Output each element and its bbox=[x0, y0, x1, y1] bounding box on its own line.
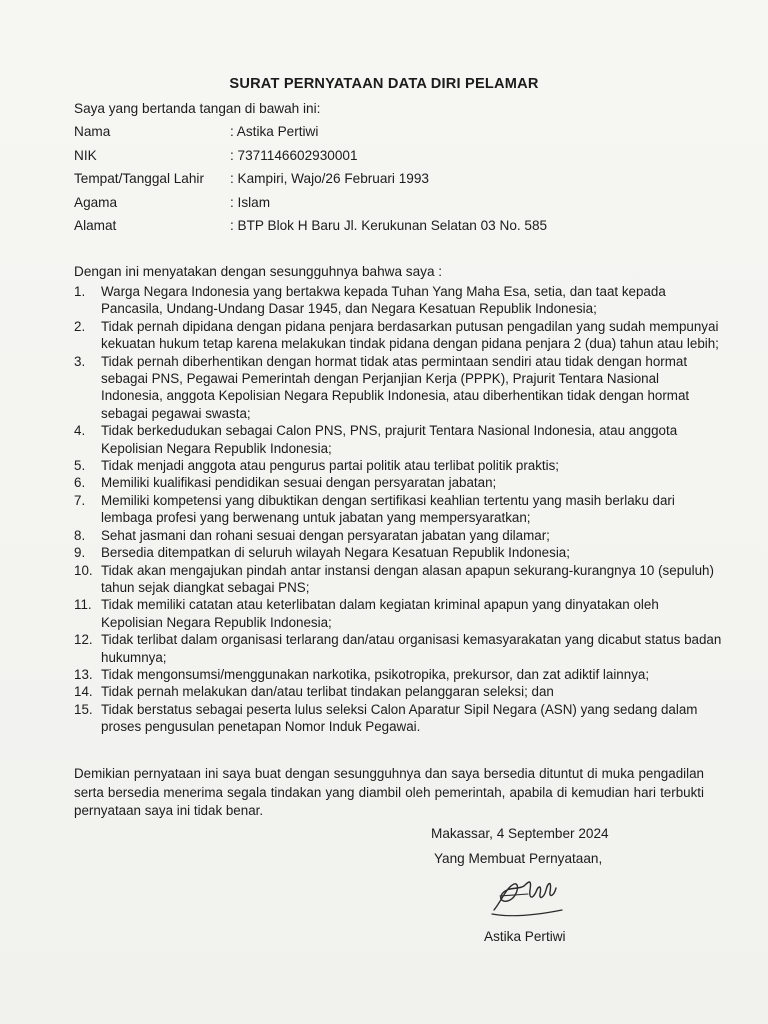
item-number: 1. bbox=[74, 284, 86, 299]
list-item bbox=[74, 422, 724, 457]
identity-row-name bbox=[74, 124, 547, 148]
item-number: 7. bbox=[74, 492, 86, 508]
item-text: Tidak akan mengajukan pindah antar instansi dengan alasan apapun sekurang-kurangnya 10 (sepuluh) tahun sejak diangkat sebagai PNS; bbox=[101, 562, 714, 595]
identity-table bbox=[74, 124, 547, 242]
list-item bbox=[74, 492, 724, 527]
field-label: Agama bbox=[74, 194, 118, 210]
item-number: 12. bbox=[74, 632, 93, 648]
field-label: Tempat/Tanggal Lahir bbox=[74, 171, 204, 186]
item-number: 13. bbox=[74, 666, 93, 682]
item-number: 4. bbox=[74, 423, 86, 439]
item-text: Tidak menjadi anggota atau pengurus partai politik atau terlibat politik praktis; bbox=[101, 458, 560, 474]
item-number: 9. bbox=[74, 545, 86, 561]
list-item bbox=[74, 318, 724, 353]
item-text: Bersedia ditempatkan di seluruh wilayah Negara Kesatuan Republik Indonesia; bbox=[101, 545, 570, 561]
signature-icon bbox=[488, 870, 568, 920]
field-value: : Kampiri, Wajo/26 Februari 1993 bbox=[230, 171, 429, 186]
item-number: 11. bbox=[74, 597, 92, 613]
item-text: Tidak pernah melakukan dan/atau terlibat tindakan pelanggaran seleksi; dan bbox=[101, 684, 554, 700]
identity-row-address bbox=[74, 218, 547, 242]
signer-name: Astika Pertiwi bbox=[484, 929, 566, 944]
identity-row-religion bbox=[74, 195, 547, 219]
list-item bbox=[74, 666, 724, 683]
item-text: Tidak mengonsumsi/menggunakan narkotika, psikotropika, prekursor, dan zat adiktif lainnya; bbox=[101, 666, 650, 682]
closing-paragraph: Demikian pernyataan ini saya buat dengan sesungguhnya dan saya bersedia dituntut di muka pengadilan serta bersedia menerima segala tindakan yang diambil oleh pemerintah, apabila di kemudian hari terbukti pernyataan saya ini tidak benar. bbox=[74, 766, 704, 819]
item-text: Sehat jasmani dan rohani sesuai dengan persyaratan jabatan yang dilamar; bbox=[101, 527, 550, 543]
list-item bbox=[74, 527, 724, 544]
document-title: SURAT PERNYATAAN DATA DIRI PELAMAR bbox=[229, 76, 539, 92]
item-text: Tidak berkedudukan sebagai Calon PNS, PNS, prajurit Tentara Nasional Indonesia, atau anggota Kepolisian Negara Republik Indonesia; bbox=[101, 423, 678, 456]
item-text: Tidak berstatus sebagai peserta lulus seleksi Calon Aparatur Sipil Negara (ASN) yang sedang dalam proses pengusulan penetapan Nomor Induk Pegawai. bbox=[101, 701, 698, 735]
item-text: Tidak terlibat dalam organisasi terlarang dan/atau organisasi kemasyarakatan yang dicabut status badan hukumnya; bbox=[101, 632, 722, 665]
item-number: 5. bbox=[74, 458, 86, 474]
item-number: 2. bbox=[74, 318, 86, 334]
statement-list bbox=[74, 283, 724, 736]
identity-row-birth bbox=[74, 171, 547, 195]
field-value: : 7371146602930001 bbox=[230, 147, 358, 163]
field-label: NIK bbox=[74, 147, 97, 163]
list-item bbox=[74, 683, 724, 700]
list-item bbox=[74, 596, 724, 631]
statement-intro: Dengan ini menyatakan dengan sesungguhnya bahwa saya : bbox=[74, 264, 443, 279]
field-label: Nama bbox=[74, 124, 111, 139]
list-item bbox=[74, 701, 724, 736]
list-item bbox=[74, 562, 724, 597]
list-item bbox=[74, 544, 724, 561]
item-number: 10. bbox=[74, 562, 93, 578]
list-item bbox=[74, 457, 724, 474]
item-number: 3. bbox=[74, 353, 86, 369]
item-text: Memiliki kualifikasi pendidikan sesuai dengan persyaratan jabatan; bbox=[101, 475, 497, 491]
item-text: Memiliki kompetensi yang dibuktikan dengan sertifikasi keahlian tertentu yang masih berlaku dari lembaga profesi yang berwenang untuk jabatan yang mempersyaratkan; bbox=[101, 492, 675, 526]
list-item bbox=[74, 631, 724, 666]
item-number: 8. bbox=[74, 527, 86, 543]
item-text: Tidak pernah dipidana dengan pidana penjara berdasarkan putusan pengadilan yang sudah mempunyai kekuatan hukum tetap karena melakukan tindak pidana dengan pidana penjara 2 (dua) tahun atau lebih; bbox=[101, 318, 719, 352]
intro-text: Saya yang bertanda tangan di bawah ini: bbox=[74, 101, 321, 116]
field-label: Alamat bbox=[74, 218, 117, 233]
item-number: 14. bbox=[74, 684, 93, 700]
field-value: : Islam bbox=[230, 194, 271, 210]
item-number: 15. bbox=[74, 701, 93, 717]
item-text: Tidak memiliki catatan atau keterlibatan dalam kegiatan kriminal apapun yang dinyatakan oleh Kepolisian Negara Republik Indonesia; bbox=[101, 597, 659, 630]
list-item bbox=[74, 474, 724, 491]
maker-label: Yang Membuat Pernyataan, bbox=[434, 851, 603, 866]
item-text: Tidak pernah diberhentikan dengan hormat tidak atas permintaan sendiri atau tidak dengan hormat sebagai PNS, Pegawai Pemerintah dengan Perjanjian Kerja (PPPK), Prajurit Tentara Nasional Indonesia, anggota Kepolisian Negara Republik Indonesia, atau diberhentikan tidak dengan hormat sebagai pegawai swasta; bbox=[101, 353, 690, 421]
item-text: Warga Negara Indonesia yang bertakwa kepada Tuhan Yang Maha Esa, setia, dan taat kepada Pancasila, Undang-Undang Dasar 1945, dan Negara Kesatuan Republik Indonesia; bbox=[101, 284, 666, 317]
place-date: Makassar, 4 September 2024 bbox=[431, 826, 609, 841]
identity-row-nik bbox=[74, 148, 547, 172]
list-item bbox=[74, 353, 724, 423]
field-value: : Astika Pertiwi bbox=[230, 124, 319, 139]
item-number: 6. bbox=[74, 475, 86, 491]
field-value: : BTP Blok H Baru Jl. Kerukunan Selatan 03 No. 585 bbox=[230, 218, 548, 233]
list-item bbox=[74, 283, 724, 318]
